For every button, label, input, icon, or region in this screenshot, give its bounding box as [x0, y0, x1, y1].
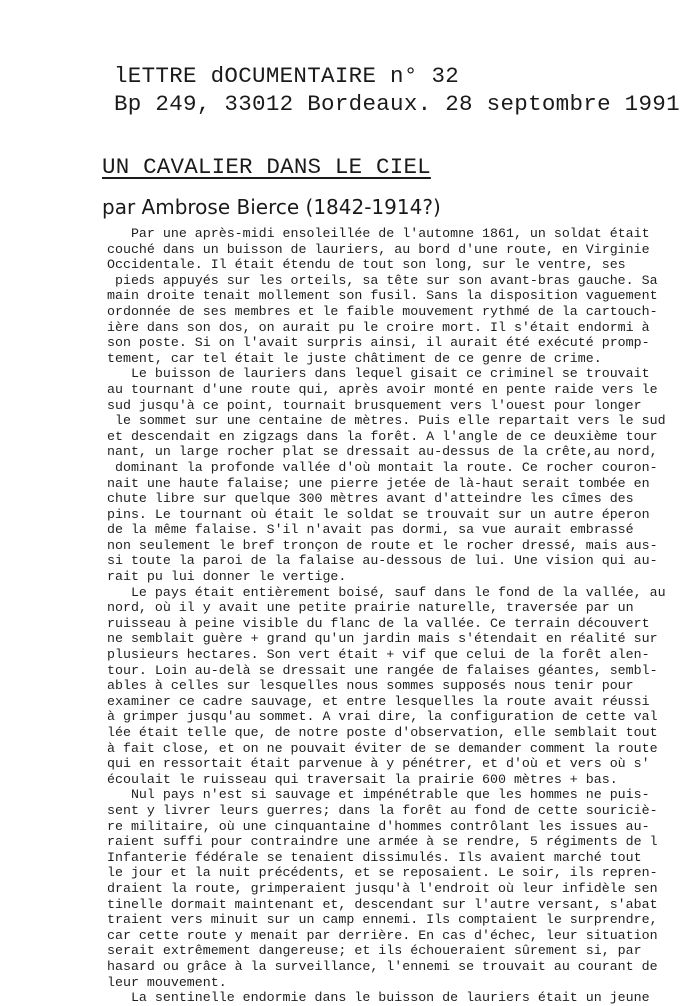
- letterhead-line-2: Bp 249, 33012 Bordeaux. 28 septombre 1991: [114, 91, 680, 117]
- paragraph: Par une après-midi ensoleillée de l'automne 1861, un soldat était couché dans un buisson de lauriers, au bord d'une route, en Virginie Occidentale. Il était étendu de tout son long, sur le ventre, ses pieds appuyés sur les orteils, sa tête sur son avant-bras gauche. Sa main droite tenait mollement son fusil. Sans la disposition vaguement ordonnée de ses membres et le faible mouvement rythmé de la cartouch- ière dans son dos, on aurait pu le croire mort. Il s'était endormi à son poste. Si on l'avait surpris ainsi, il aurait été exécuté promp- tement, car tel était le juste châtiment de ce genre de crime.: [107, 226, 658, 366]
- letterhead-line-1: lETTRE dOCUMENTAIRE n° 32: [114, 63, 460, 89]
- author-byline: par Ambrose Bierce (1842-1914?): [102, 195, 441, 219]
- story-body: [107, 226, 666, 1006]
- paragraph: Le pays était entièrement boisé, sauf dans le fond de la vallée, au nord, où il y avait une petite prairie naturelle, traversée par un ruisseau à peine visible du flanc de la vallée. Ce terrain découvert ne semblait guère + grand qu'un jardin mais s'étendait en réalité sur plusieurs hectares. Son vert était + vif que celui de la forêt alen- tour. Loin au-delà se dressait une rangée de falaises géantes, sembl- ables à celles sur lesquelles nous sommes supposés nous tenir pour examiner ce cadre sauvage, et entre lesquelles la route avait réussi à grimper jusqu'au sommet. A vrai dire, la configuration de cette val lée était telle que, de notre poste d'observation, elle semblait tout à fait close, et on ne pouvait éviter de se demander comment la route qui en ressortait était parvenue à y pénétrer, et d'où et vers où s' écoulait le ruisseau qui traversait la prairie 600 mètres + bas.: [107, 584, 666, 787]
- paragraph: Nul pays n'est si sauvage et impénétrable que les hommes ne puis- sent y livrer leurs guerres; dans la forêt au fond de cette souriciè- re militaire, où une cinquantaine d'hommes contrôlant les issues au- raient suffi pour contraindre une armée à se rendre, 5 régiments de l Infanterie fédérale se tenaient dissimulés. Ils avaient marché tout le jour et la nuit précédents, et se reposaient. Le soir, ils repren- draient la route, grimperaient jusqu'à l'endroit où leur infidèle sen tinelle dormait maintenant et, descendant sur l'autre versant, s'abat traient vers minuit sur un camp ennemi. Ils comptaient le surprendre, car cette route y menait par derrière. En cas d'échec, leur situation serait extrêmement dangereuse; et ils échoueraient sûrement si, par hasard ou grâce à la surveillance, l'ennemi se trouvait au courant de leur mouvement.: [107, 787, 658, 990]
- paragraph: La sentinelle endormie dans le buisson de lauriers était un jeune: [107, 990, 650, 1006]
- letterhead: [114, 62, 680, 118]
- story-title: UN CAVALIER DANS LE CIEL: [102, 154, 431, 180]
- paragraph: Le buisson de lauriers dans lequel gisait ce criminel se trouvait au tournant d'une route qui, après avoir monté en pente raide vers le sud jusqu'à ce point, tournait brusquement vers l'ouest pour longer le sommet sur une centaine de mètres. Puis elle repartait vers le sud et descendait en zigzags dans la forêt. A l'angle de ce deuxième tour nant, un large rocher plat se dressait au-dessus de la crête,au nord, dominant la profonde vallée d'où montait la route. Ce rocher couron- nait une haute falaise; une pierre jetée de là-haut serait tombée en chute libre sur quelque 300 mètres avant d'atteindre les cîmes des pins. Le tournant où était le soldat se trouvait sur un autre éperon de la même falaise. S'il n'avait pas dormi, sa vue aurait embrassé non seulement le bref tronçon de route et le rocher dressé, mais aus- si toute la paroi de la falaise au-dessous de lui. Une vision qui au- rait pu lui donner le vertige.: [107, 366, 666, 585]
